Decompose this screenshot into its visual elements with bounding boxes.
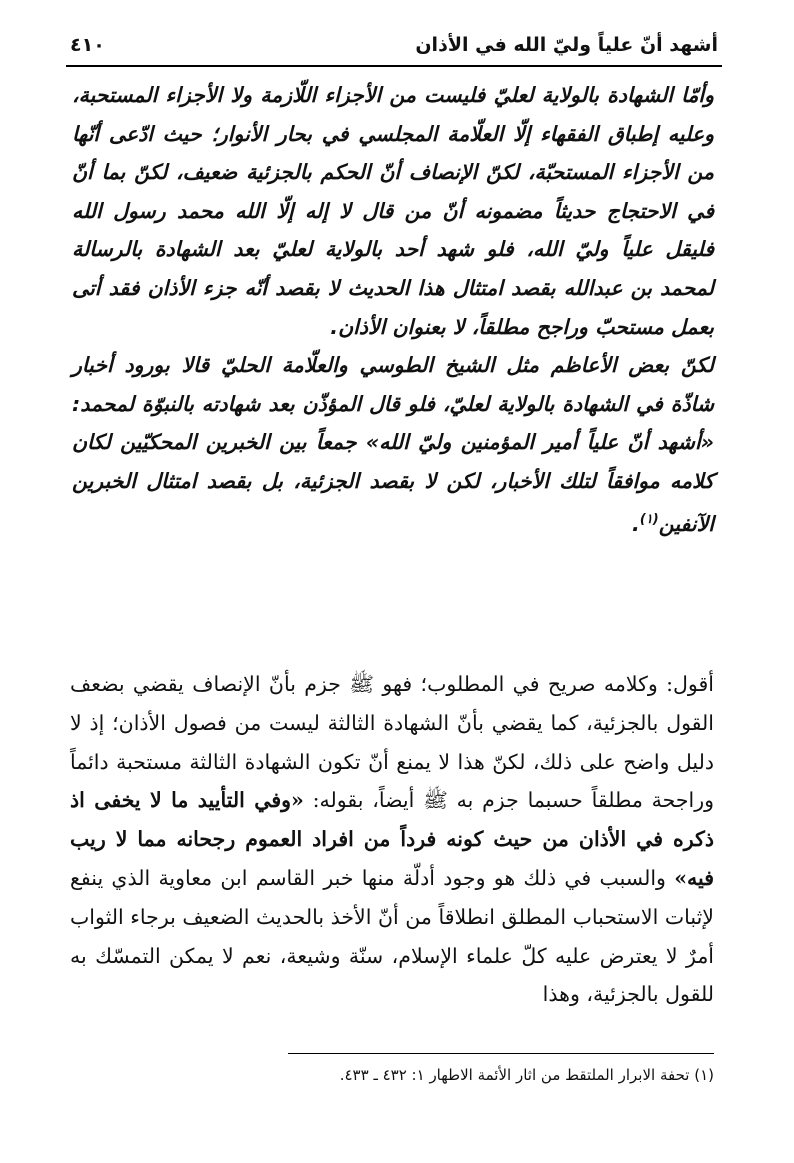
page-number: ٤١٠	[70, 34, 105, 56]
header-divider	[66, 65, 722, 67]
quoted-passage	[72, 76, 714, 543]
body-bold-quote: «وفي التأييد ما لا يخفى اذ ذكره في الأذان من حيث كونه فرداً من افراد العموم رجحانه مما لا ريب فيه»	[70, 788, 714, 890]
running-title: أشهد أنّ علياً وليّ الله في الأذان	[415, 34, 718, 56]
body-text	[70, 665, 714, 1014]
footnote: (١) تحفة الابرار الملتقط من اثار الأئمة الاطهار ١: ٤٣٢ ـ ٤٣٣.	[339, 1066, 714, 1084]
quote-paragraph-2-text: لكنّ بعض الأعاظم مثل الشيخ الطوسي والعلّامة الحليّ قالا بورود أخبار شاذّة في الشهادة بالولاية لعليّ، فلو قال المؤذّن بعد شهادته بالنبوّة لمحمد: «أشهد أنّ علياً أمير المؤمنين وليّ الله» جمعاً بين الخبرين المحكيّين لكان كلامه موافقاً لتلك الأخبار، لكن لا بقصد الجزئية، بل بقصد امتثال الخبرين الآنفين	[72, 353, 714, 536]
footnote-reference: (١)	[639, 511, 659, 527]
page-header	[70, 34, 718, 62]
body-paragraph	[70, 665, 714, 1014]
footnote-divider	[288, 1053, 714, 1054]
body-text-part-2: والسبب في ذلك هو وجود أدلّة منها خبر القاسم ابن معاوية الذي ينفع لإثبات الاستحباب المطلق انطلاقاً من أنّ الأخذ بالحديث الضعيف برجاء الثواب أمرٌ لا يعترض عليه كلّ علماء الإسلام، سنّة وشيعة، نعم لا يمكن التمسّك به للقول بالجزئية، وهذا	[70, 865, 714, 1007]
quote-paragraph-1: وأمّا الشهادة بالولاية لعليّ فليست من الأجزاء اللّازمة ولا الأجزاء المستحبة، وعليه إطباق الفقهاء إلّا العلّامة المجلسي في بحار الأنوار؛ حيث ادّعى أنّها من الأجزاء المستحبّة، لكنّ الإنصاف أنّ الحكم بالجزئية ضعيف، لكنّ بما أنّ في الاحتجاج حديثاً مضمونه أنّ من قال لا إله إلّا الله محمد رسول الله فليقل علياً وليّ الله، فلو شهد أحد بالولاية لعليّ بعد الشهادة بالرسالة لمحمد بن عبدالله بقصد امتثال هذا الحديث لا بقصد أنّه جزء الأذان فقد أتى بعمل مستحبّ وراجح مطلقاً، لا بعنوان الأذان.	[72, 83, 714, 339]
body-text-part-1: أقول: وكلامه صريح في المطلوب؛ فهو ﷺ جزم بأنّ الإنصاف يقضي بضعف القول بالجزئية، كما يقضي بأنّ الشهادة الثالثة ليست من فصول الأذان؛ إذ لا دليل واضح على ذلك، لكنّ هذا لا يمنع أنّ تكون الشهادة الثالثة مستحبة دائماً وراجحة مطلقاً حسبما جزم به ﷺ أيضاً، بقوله:	[70, 672, 715, 813]
quote-end-mark: .	[632, 511, 640, 536]
quote-paragraph-2	[72, 346, 714, 543]
